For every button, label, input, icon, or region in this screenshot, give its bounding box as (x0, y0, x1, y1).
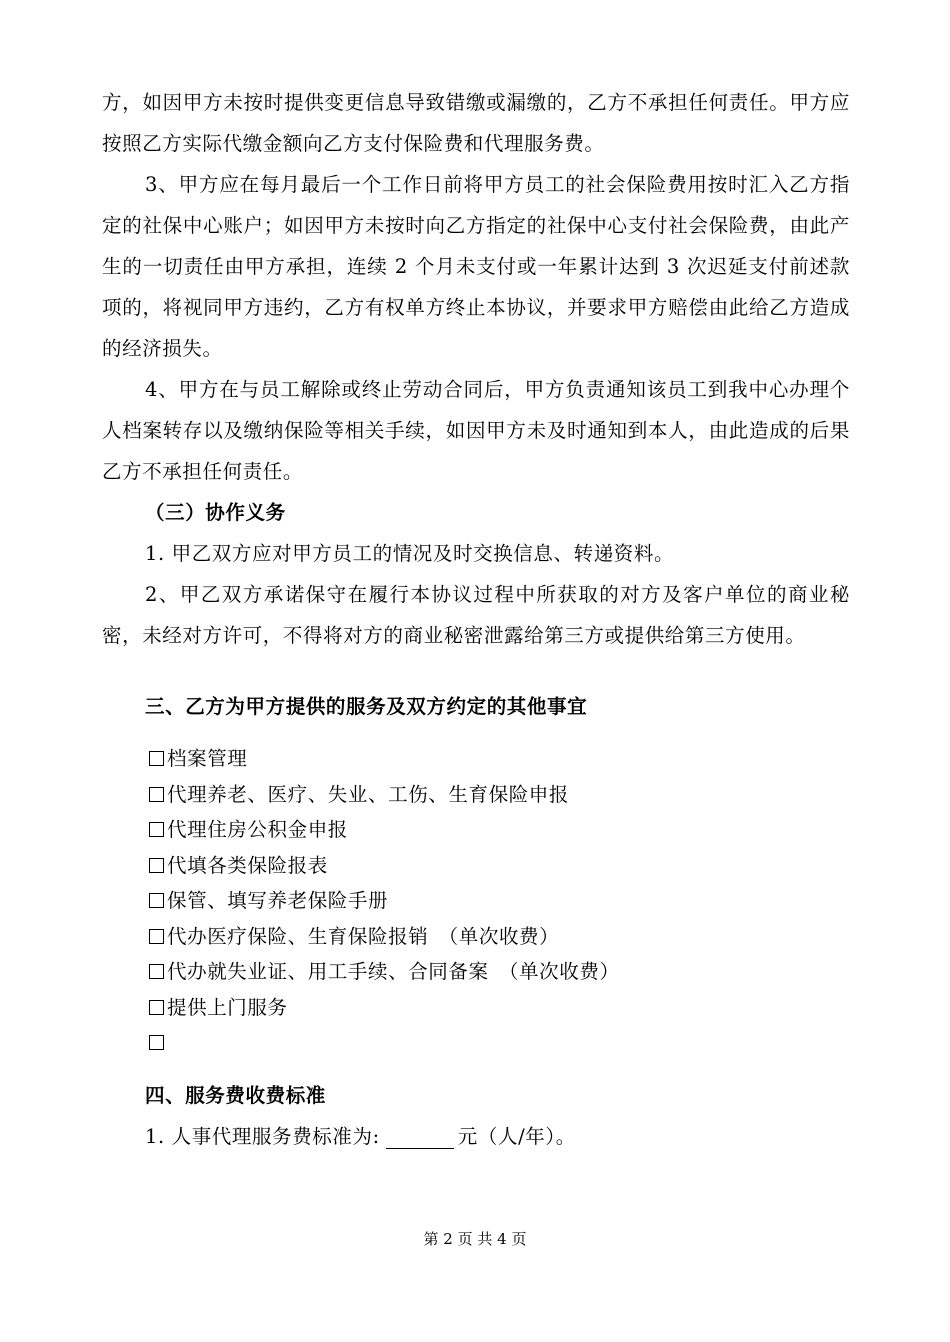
checkbox-icon[interactable] (149, 751, 164, 766)
section-title-services: 三、乙方为甲方提供的服务及双方约定的其他事宜 (145, 695, 588, 718)
checkbox-icon[interactable] (149, 822, 164, 837)
document-body (102, 82, 850, 1157)
checkbox-icon[interactable] (149, 858, 164, 873)
checkbox-icon[interactable] (149, 964, 164, 979)
checkbox-icon[interactable] (149, 787, 164, 802)
service-item-insurance-declare[interactable]: 代理养老、医疗、失业、工伤、生育保险申报 (149, 777, 850, 813)
checkbox-icon[interactable] (149, 893, 164, 908)
paragraph-clause-3: 3、甲方应在每月最后一个工作日前将甲方员工的社会保险费用按时汇入乙方指定的社保中心账户；如因甲方未按时向乙方指定的社保中心支付社会保险费，由此产生的一切责任由甲方承担，连续 2 个月未支付或一年累计达到 3 次迟延支付前述款项的，将视同甲方违约，乙方有权单方终止本协议，并要求甲方赔偿由此给乙方造成的经济损失。 (102, 173, 850, 360)
fee-amount-blank[interactable] (386, 1126, 454, 1149)
service-item-onsite[interactable]: 提供上门服务 (149, 990, 850, 1026)
checkbox-icon[interactable] (149, 1000, 164, 1015)
cooperation-item-2: 2、甲乙双方承诺保守在履行本协议过程中所获取的对方及客户单位的商业秘密，未经对方许可，不得将对方的商业秘密泄露给第三方或提供给第三方使用。 (102, 583, 850, 647)
spacer (102, 656, 850, 686)
service-item-archive[interactable]: 档案管理 (149, 741, 850, 777)
service-item-forms[interactable]: 代填各类保险报表 (149, 848, 850, 884)
cooperation-item-1: 1. 甲乙双方应对甲方员工的情况及时交换信息、转递资料。 (145, 542, 675, 565)
paragraph-clause-4: 4、甲方在与员工解除或终止劳动合同后，甲方负责通知该员工到我中心办理个人档案转存以及缴纳保险等相关手续，如因甲方未及时通知到本人，由此造成的后果乙方不承担任何责任。 (102, 378, 850, 483)
service-item-housing-fund[interactable]: 代理住房公积金申报 (149, 812, 850, 848)
checkbox-icon[interactable] (149, 1035, 164, 1050)
service-item-pension-book[interactable]: 保管、填写养老保险手册 (149, 883, 850, 919)
spacer (102, 1061, 850, 1075)
section-title-fees: 四、服务费收费标准 (145, 1083, 326, 1107)
page-footer: 第 2 页 共 4 页 (423, 1230, 527, 1248)
fee-standard-line (102, 1116, 850, 1157)
paragraph-continuation: 方，如因甲方未按时提供变更信息导致错缴或漏缴的，乙方不承担任何责任。甲方应按照乙方实际代缴金额向乙方支付保险费和代理服务费。 (102, 91, 850, 155)
spacer (102, 727, 850, 741)
checkbox-icon[interactable] (149, 929, 164, 944)
subsection-title-cooperation: （三）协作义务 (145, 501, 286, 524)
service-item-reimbursement[interactable]: 代办医疗保险、生育保险报销 （单次收费） (149, 919, 850, 955)
service-item-employment-cert[interactable]: 代办就失业证、用工手续、合同备案 （单次收费） (149, 954, 850, 990)
fee-unit: 元（人/年）。 (457, 1124, 576, 1148)
fee-label: 1. 人事代理服务费标准为: (145, 1124, 380, 1148)
service-item-blank[interactable] (149, 1025, 850, 1061)
service-checklist (102, 741, 850, 1061)
